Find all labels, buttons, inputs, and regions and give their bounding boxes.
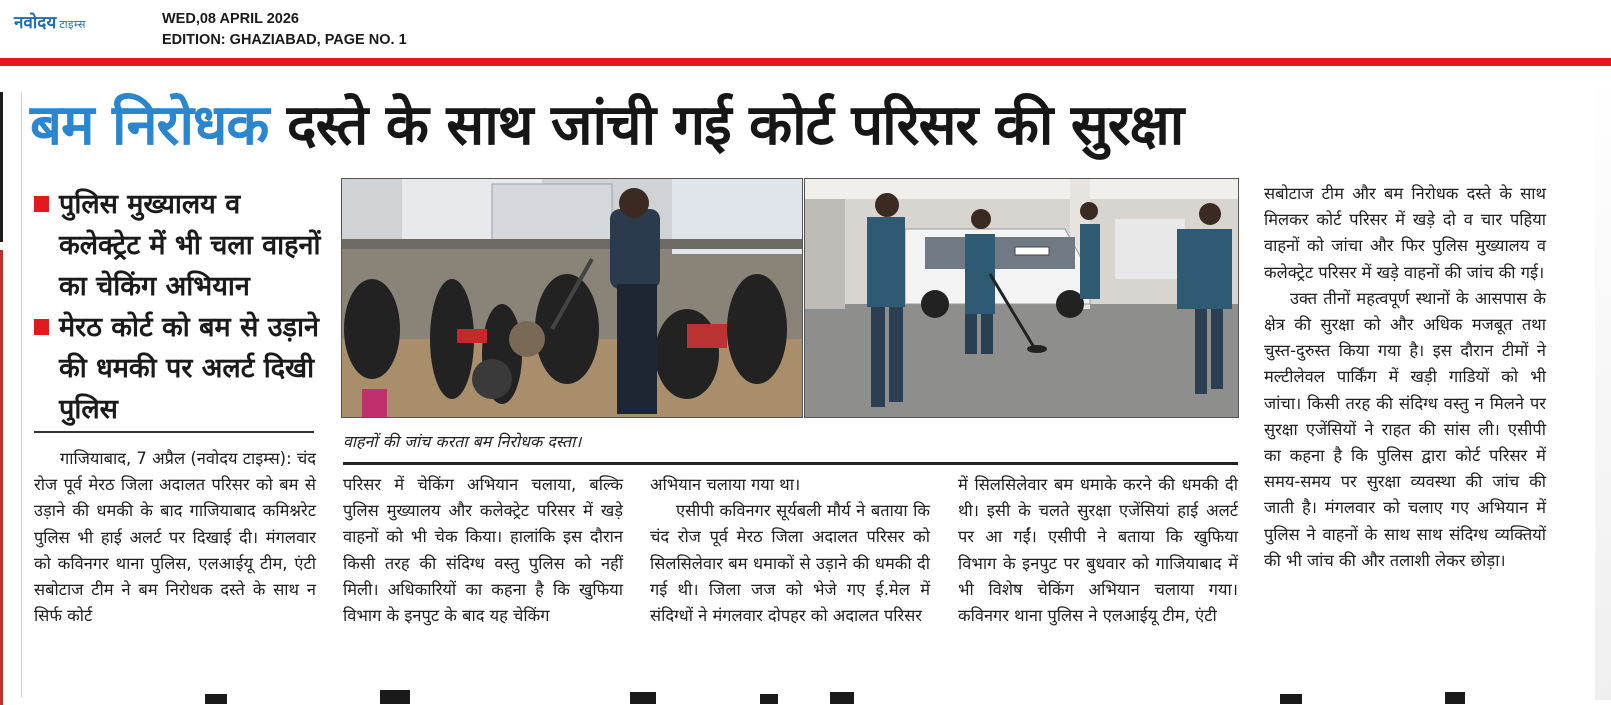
- left-edge-red-strip: [0, 250, 3, 705]
- logo-sub: टाइम्स: [59, 18, 86, 31]
- edition-page: EDITION: GHAZIABAD, PAGE NO. 1: [162, 32, 407, 48]
- logo-main: नवोदय: [14, 13, 57, 33]
- edition-info: [162, 9, 407, 51]
- masthead-red-rule: [0, 58, 1611, 66]
- next-headline-cutoff: [0, 686, 1611, 704]
- body-paragraph: गाजियाबाद, 7 अप्रैल (नवोदय टाइम्स): चंद रोज पूर्व मेरठ जिला अदालत परिसर को बम से उड़ाने की धमकी के बाद गाजियाबाद कमिश्नरेट पुलिस भी हाई अलर्ट पर दिखाई दी। मंगलवार को कविनगर थाना पुलिस, एलआईयू टीम, एंटी सबोटाज टीम ने बम निरोधक दस्ते के साथ न सिर्फ कोर्ट: [34, 449, 316, 626]
- motorcycles-check-photo: [341, 178, 803, 418]
- headline-highlight: बम निरोधक: [30, 93, 269, 158]
- subheading-bullet: पुलिस मुख्यालय व कलेक्ट्रेट में भी चला वाहनों का चेकिंग अभियान: [34, 184, 324, 307]
- body-column-5: [1264, 181, 1546, 574]
- body-paragraph: में सिलसिलेवार बम धमाके करने की धमकी दी थी। इसी के चलते सुरक्षा एजेंसियां हाई अलर्ट पर आ गईं। एसीपी ने बताया कि खुफिया विभाग के इनपुट पर बुधवार को गाजियाबाद में भी विशेष चेकिंग अभियान चलाया गया। कविनगर थाना पुलिस ने एलआईयू टीम, एंटी: [958, 475, 1238, 626]
- red-square-icon: [34, 196, 49, 212]
- body-paragraph: सबोटाज टीम और बम निरोधक दस्ते के साथ मिलकर कोर्ट परिसर में खड़े दो व चार पहिया वाहनों को जांचा और फिर पुलिस मुख्यालय व कलेक्ट्रेट परिसर में खड़े वाहनों की जांच की गई।: [1264, 184, 1546, 282]
- bullets-rule: [34, 431, 314, 433]
- body-paragraph: उक्त तीनों महत्वपूर्ण स्थानों के आसपास के क्षेत्र की सुरक्षा को और अधिक मजबूत तथा चुस्त-दुरुस्त किया गया है। इस दौरान टीमों ने मल्टीलेवल पार्किंग में खड़ी गाडियों को भी जांचा। किसी तरह की संदिग्ध वस्तु न मिलने पर सुरक्षा एजेंसियों ने राहत की सांस ली। एसीपी का कहना है कि पुलिस द्वारा कोर्ट परिसर में समय-समय पर सुरक्षा व्यवस्था की जांच की जाती है। मंगलवार को चलाए गए अभियान में पुलिस ने वाहनों के साथ साथ संदिग्ध व्यक्तियों की भी जांच की और तलाशी लेकर छोड़ा।: [1264, 288, 1546, 570]
- red-square-icon: [34, 319, 49, 335]
- body-paragraph: एसीपी कविनगर सूर्यबली मौर्य ने बताया कि चंद रोज पूर्व मेरठ जिला अदालत परिसर को सिलसिलेवार बम धमाकों से उड़ाने की धमकी दी गई थी। जिला जज को भेजे गए ई.मेल में संदिग्धों ने मंगलवार दोपहर को अदालत परिसर: [650, 501, 930, 626]
- body-column-1: [34, 446, 316, 629]
- subheading-bullets: [34, 184, 324, 430]
- left-edge-dark-strip: [0, 92, 3, 242]
- subheading-bullet: मेरठ कोर्ट को बम से उड़ाने की धमकी पर अलर्ट दिखी पुलिस: [34, 307, 324, 430]
- edition-date: WED,08 APRIL 2026: [162, 11, 299, 27]
- body-column-3: [650, 472, 930, 629]
- newspaper-logo: [14, 10, 86, 33]
- headline-rest: दस्ते के साथ जांची गई कोर्ट परिसर की सुरक्षा: [286, 93, 1184, 158]
- caption-rule: [343, 462, 1238, 465]
- body-column-4: [958, 472, 1238, 629]
- left-column-divider: [21, 92, 22, 697]
- body-paragraph: अभियान चलाया गया था।: [650, 475, 801, 494]
- parking-check-photo: [804, 178, 1239, 418]
- body-paragraph: परिसर में चेकिंग अभियान चलाया, बल्कि पुलिस मुख्यालय और कलेक्ट्रेट परिसर में खड़े वाहनों को भी चेक किया। हालांकि इस दौरान किसी तरह की संदिग्ध वस्तु पुलिस को नहीं मिली। अधिकारियों का कहना है कि खुफिया विभाग के इनपुट के बाद यह चेकिंग: [343, 475, 623, 626]
- article-headline: [30, 86, 1605, 166]
- photo-caption: वाहनों की जांच करता बम निरोधक दस्ता।: [343, 432, 582, 451]
- body-column-2: [343, 472, 623, 629]
